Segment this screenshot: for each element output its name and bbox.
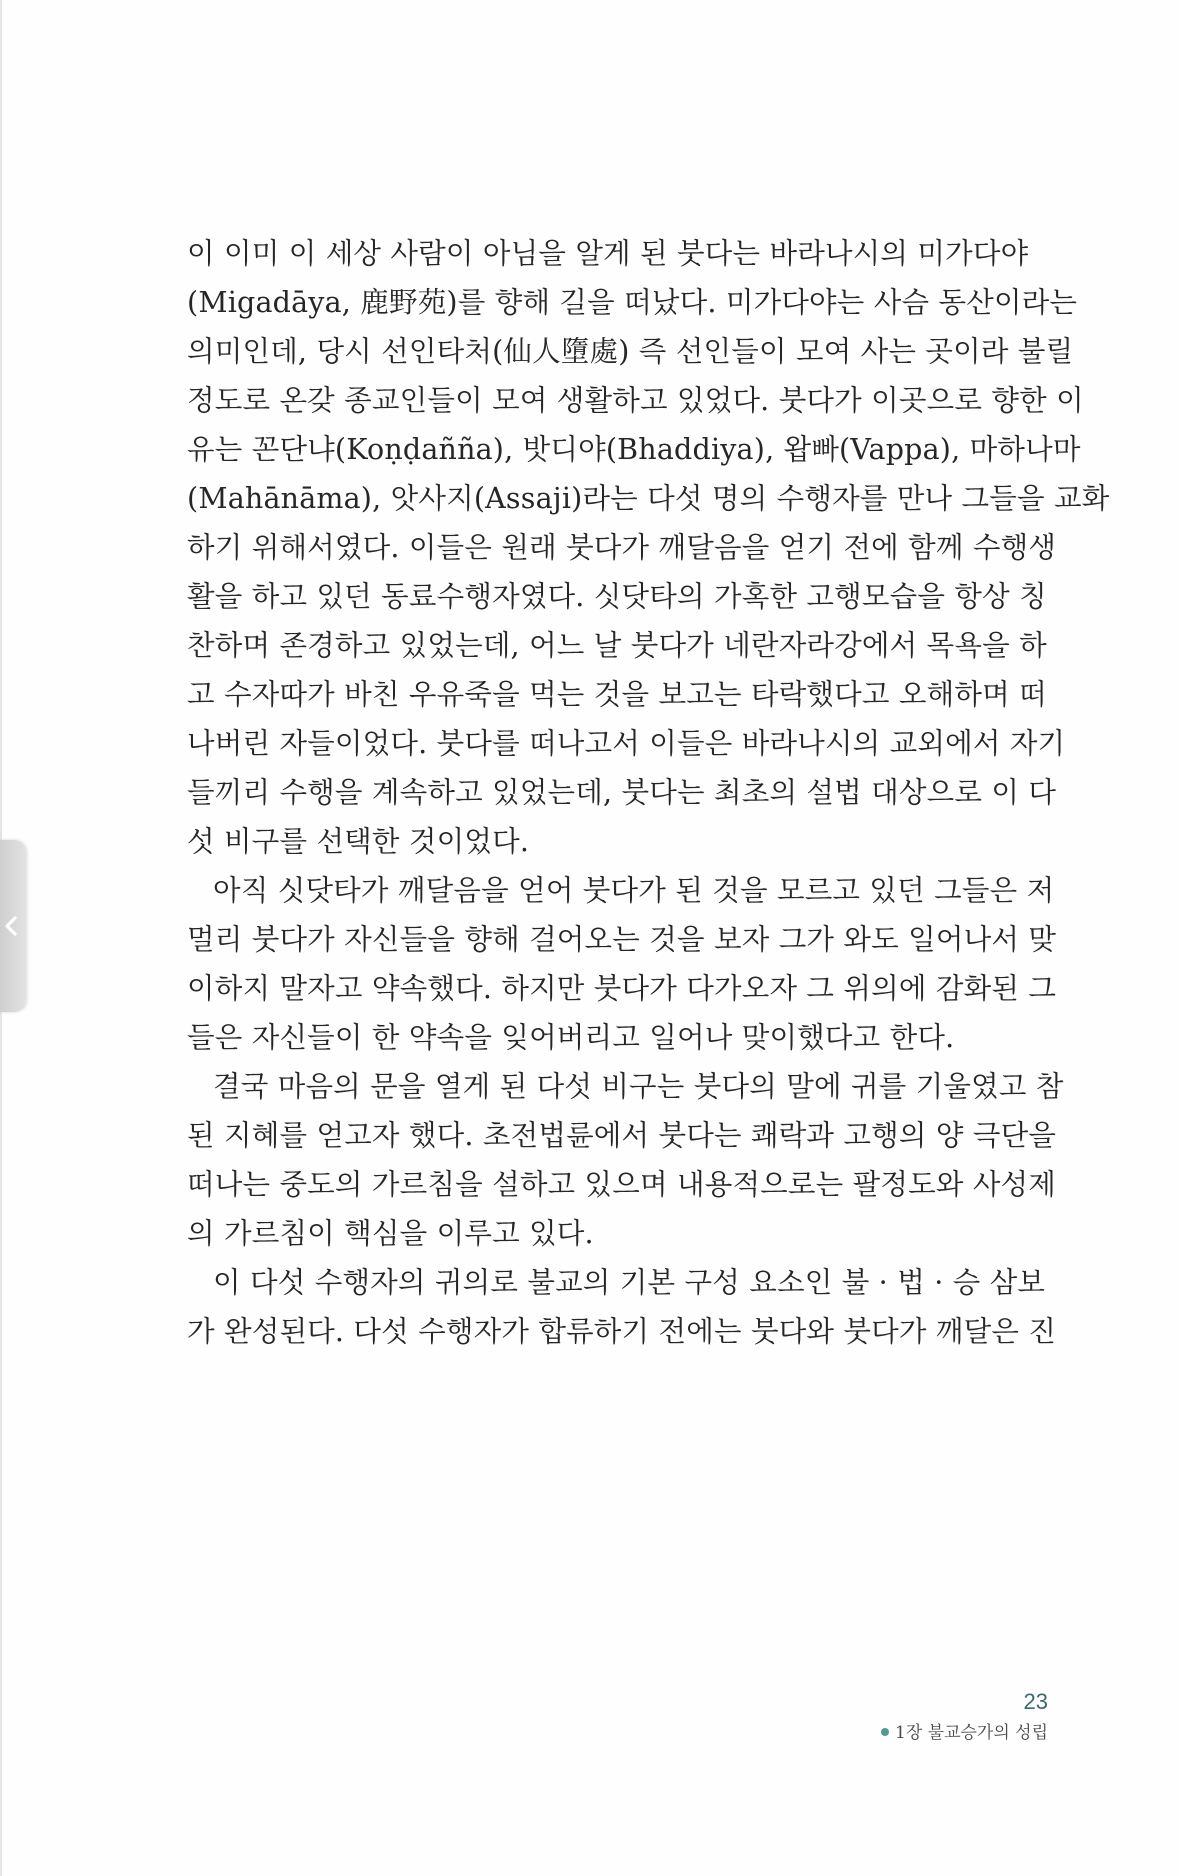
text-line: 이하지 말자고 약속했다. 하지만 붓다가 다가오자 그 위의에 감화된 그 xyxy=(187,972,1057,1005)
text-line: 정도로 온갖 종교인들이 모여 생활하고 있었다. 붓다가 이곳으로 향한 이 xyxy=(187,384,1084,417)
back-page-tab[interactable] xyxy=(0,840,26,1012)
text-line: 나버린 자들이었다. 붓다를 떠나고서 이들은 바라나시의 교외에서 자기 xyxy=(187,727,1066,760)
text-line: 떠나는 중도의 가르침을 설하고 있으며 내용적으로는 팔정도와 사성제 xyxy=(187,1168,1057,1201)
text-line: 가 완성된다. 다섯 수행자가 합류하기 전에는 붓다와 붓다가 깨달은 진 xyxy=(187,1315,1057,1348)
chapter-running-head xyxy=(881,1722,1048,1744)
paragraph-first-line: 결국 마음의 문을 열게 된 다섯 비구는 붓다의 말에 귀를 기울였고 참 xyxy=(213,1070,1064,1103)
text-line: 하기 위해서였다. 이들은 원래 붓다가 깨달음을 얻기 전에 함께 수행생 xyxy=(187,531,1057,564)
text-line: 들끼리 수행을 계속하고 있었는데, 붓다는 최초의 설법 대상으로 이 다 xyxy=(187,776,1057,809)
text-line: 섯 비구를 선택한 것이었다. xyxy=(187,825,530,858)
paragraph-first-line: 아직 싯닷타가 깨달음을 얻어 붓다가 된 것을 모르고 있던 그들은 저 xyxy=(213,874,1055,907)
chevron-left-icon xyxy=(2,913,22,939)
text-line: 멀리 붓다가 자신들을 향해 걸어오는 것을 보자 그가 와도 일어나서 맞 xyxy=(187,923,1057,956)
text-line: (Migadāya, 鹿野苑)를 향해 길을 떠났다. 미가다야는 사슴 동산이라는 xyxy=(187,286,1078,319)
chapter-title: 1장 불교승가의 성립 xyxy=(895,1723,1048,1743)
paragraph-first-line: 이 다섯 수행자의 귀의로 불교의 기본 구성 요소인 불 · 법 · 승 삼보 xyxy=(213,1266,1046,1299)
text-line: 이 이미 이 세상 사람이 아님을 알게 된 붓다는 바라나시의 미가다야 xyxy=(187,237,1029,270)
text-line: 활을 하고 있던 동료수행자였다. 싯닷타의 가혹한 고행모습을 항상 칭 xyxy=(187,580,1047,613)
text-line: 유는 꼰단냐(Koṇḍañña), 밧디야(Bhaddiya), 왑빠(Vappa), 마하나마 xyxy=(187,433,1081,466)
text-line: 의미인데, 당시 선인타처(仙人墮處) 즉 선인들이 모여 사는 곳이라 불릴 xyxy=(187,335,1074,368)
text-line: 들은 자신들이 한 약속을 잊어버리고 일어나 맞이했다고 한다. xyxy=(187,1021,955,1054)
text-line: 고 수자따가 바친 우유죽을 먹는 것을 보고는 타락했다고 오해하며 떠 xyxy=(187,678,1047,711)
text-line: 의 가르침이 핵심을 이루고 있다. xyxy=(187,1217,594,1250)
page-footer xyxy=(881,1688,1048,1744)
text-line: 된 지혜를 얻고자 했다. 초전법륜에서 붓다는 쾌락과 고행의 양 극단을 xyxy=(187,1119,1057,1152)
bullet-icon xyxy=(881,1728,889,1736)
text-line: 찬하며 존경하고 있었는데, 어느 날 붓다가 네란자라강에서 목욕을 하 xyxy=(187,629,1047,662)
page-number: 23 xyxy=(1023,1689,1048,1714)
text-line: (Mahānāma), 앗사지(Assaji)라는 다섯 명의 수행자를 만나 그들을 교화 xyxy=(187,482,1110,515)
